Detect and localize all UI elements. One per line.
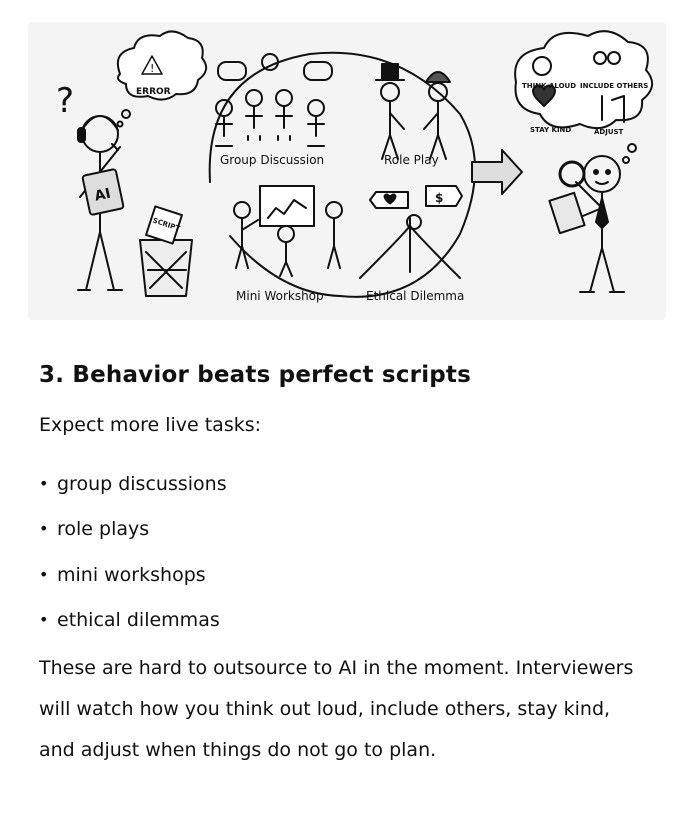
- mini-workshop-label: Mini Workshop: [236, 289, 324, 303]
- include-others-label: INCLUDE OTHERS: [580, 82, 649, 90]
- group-discussion-label: Group Discussion: [220, 153, 325, 167]
- body-paragraph: These are hard to outsource to AI in the moment. Interviewers will watch how you think out loud, include others, stay kind, and adjust when things do not go to plan.: [39, 657, 634, 761]
- intro-text: Expect more live tasks:: [39, 414, 262, 436]
- bullet-icon: •: [39, 473, 49, 493]
- list-item-label: mini workshops: [57, 563, 206, 586]
- adjust-label: ADJUST: [594, 128, 624, 136]
- arrow-right-icon: [472, 150, 522, 194]
- bullet-icon: •: [39, 610, 49, 630]
- bullet-icon: •: [39, 564, 49, 584]
- list-item-label: role plays: [57, 518, 150, 541]
- dollar-sign-label: $: [435, 191, 444, 205]
- list-item-label: group discussions: [57, 472, 227, 495]
- mini-workshop-panel: [234, 186, 342, 303]
- error-thought-bubble: [118, 31, 207, 126]
- ethical-dilemma-label: Ethical Dilemma: [366, 289, 465, 303]
- script-label: SCRIPT: [151, 216, 181, 233]
- ethical-dilemma-panel: [360, 186, 464, 303]
- behavior-illustration: [28, 22, 666, 320]
- stay-kind-label: STAY KIND: [530, 126, 572, 134]
- role-play-label: Role Play: [384, 153, 439, 167]
- list-item: [39, 598, 227, 644]
- list-item: [39, 552, 227, 598]
- trash-bin: [140, 206, 192, 296]
- svg-text:?: ?: [56, 81, 75, 121]
- role-play-panel: [376, 64, 450, 167]
- ai-tablet: [82, 169, 124, 215]
- list-item: [39, 507, 227, 553]
- list-item-label: ethical dilemmas: [57, 609, 220, 632]
- error-label: ERROR: [136, 87, 171, 97]
- section-heading: 3. Behavior beats perfect scripts: [39, 362, 472, 388]
- bullet-icon: •: [39, 519, 49, 539]
- think-aloud-label: THINK ALOUD: [522, 82, 577, 90]
- list-item: [39, 461, 227, 507]
- group-discussion-panel: [216, 54, 332, 167]
- tablet-label: AI: [93, 185, 113, 205]
- live-tasks-list: [39, 461, 227, 643]
- svg-text:!: !: [150, 62, 155, 75]
- interviewer-figure: [549, 156, 624, 292]
- skills-thought-cloud: [515, 31, 652, 163]
